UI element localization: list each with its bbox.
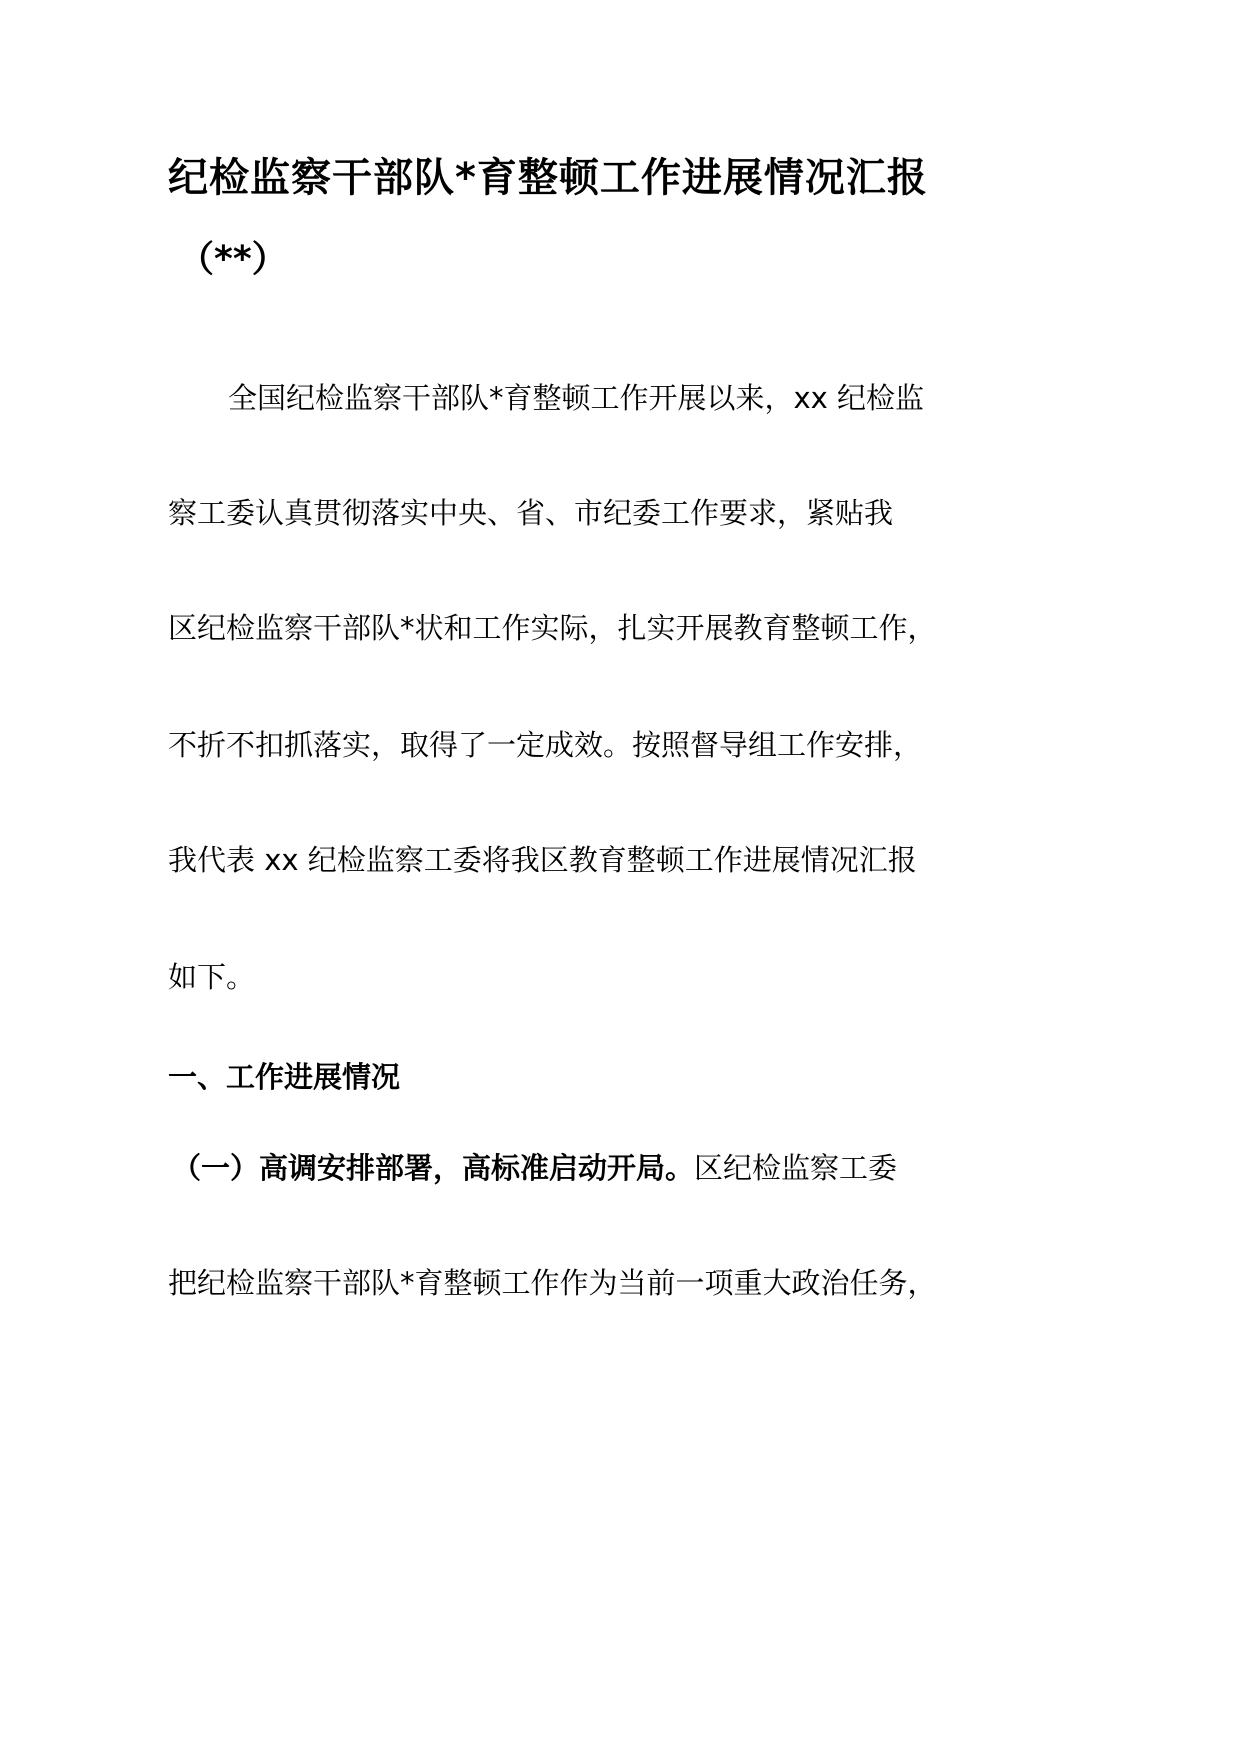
paragraph-line: 区纪检监察干部队*状和工作实际，扎实开展教育整顿工作， — [168, 611, 937, 645]
paragraph-line: 察工委认真贯彻落实中央、省、市纪委工作要求，紧贴我 — [168, 496, 894, 530]
document-title: 纪检监察干部队*育整顿工作进展情况汇报 — [168, 155, 928, 201]
paragraph-line: 把纪检监察干部队*育整顿工作作为当前一项重大政治任务， — [168, 1266, 937, 1300]
subsection-text: 区纪检监察工委 — [694, 1151, 898, 1185]
subsection-heading: （一）高调安排部署，高标准启动开局。 — [172, 1151, 695, 1185]
paragraph-line: 我代表 xx 纪检监察工委将我区教育整顿工作进展情况汇报 — [168, 843, 917, 877]
document-subtitle: （**） — [178, 239, 288, 280]
paragraph-line: 不折不扣抓落实，取得了一定成效。按照督导组工作安排， — [168, 728, 923, 762]
paragraph-line: 如下。 — [168, 960, 256, 994]
paragraph-line: 全国纪检监察干部队*育整顿工作开展以来，xx 纪检监 — [228, 381, 925, 415]
section-heading: 一、工作进展情况 — [168, 1060, 401, 1094]
subsection-line — [172, 1150, 897, 1186]
